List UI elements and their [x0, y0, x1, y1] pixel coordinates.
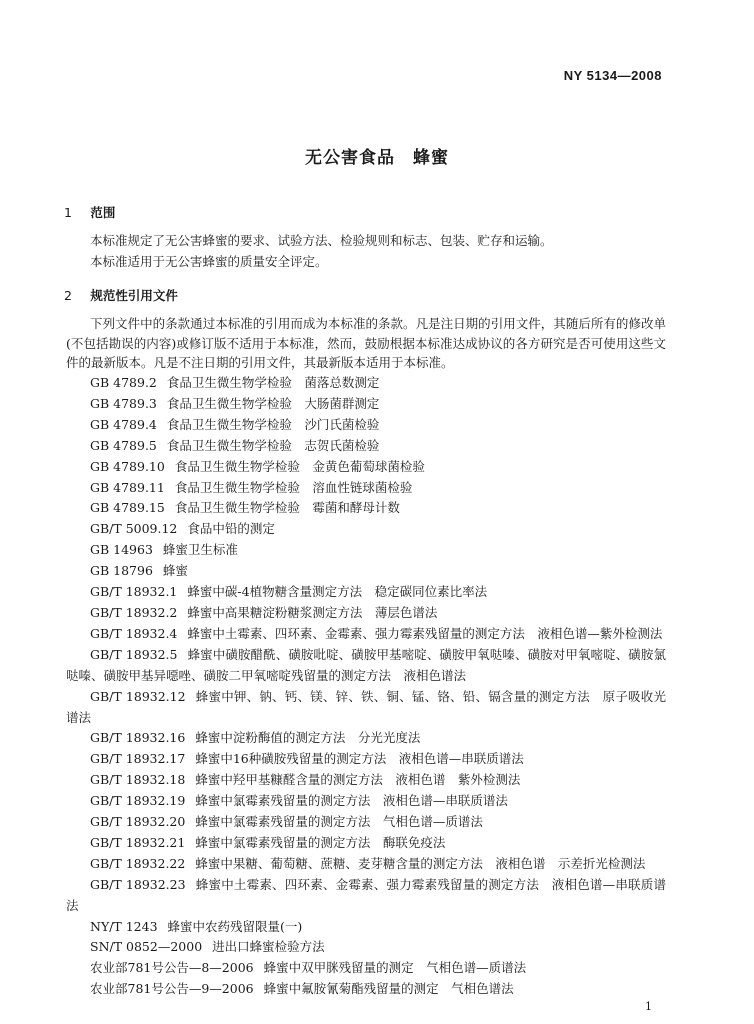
reference-item: [66, 457, 666, 478]
reference-title: 蜂蜜中磺胺醋酰、磺胺吡啶、磺胺甲基嘧啶、磺胺甲氧哒嗪、磺胺对甲氧嘧啶、磺胺氯哒嗪、磺胺甲基异噁唑、磺胺二甲氧嘧啶残留量的测定方法 液相色谱法: [66, 646, 666, 683]
reference-item: [66, 937, 666, 958]
page-number: 1: [645, 1000, 652, 1013]
reference-item: [66, 728, 666, 749]
document-title: 无公害食品 蜂蜜: [305, 148, 449, 168]
reference-item: [66, 373, 666, 394]
reference-title: 蜂蜜中钾、钠、钙、镁、锌、铁、铜、锰、铬、铅、镉含量的测定方法 原子吸收光谱法: [66, 688, 666, 725]
reference-item: [66, 791, 666, 812]
reference-code: GB 18796: [90, 563, 153, 579]
scope-paragraph-1: 本标准规定了无公害蜂蜜的要求、试验方法、检验规则和标志、包装、贮存和运输。: [90, 233, 553, 248]
reference-code: GB/T 18932.19: [90, 793, 186, 809]
section-number: 2: [64, 288, 72, 303]
reference-title: 蜂蜜中碳-4植物糖含量测定方法 稳定碳同位素比率法: [187, 584, 488, 600]
reference-code: GB/T 18932.12: [90, 688, 186, 704]
reference-item: [66, 561, 666, 582]
reference-title: 蜂蜜中果糖、葡萄糖、蔗糖、麦芽糖含量的测定方法 液相色谱 示差折光检测法: [195, 855, 646, 871]
reference-list: [66, 373, 666, 1000]
reference-code: 农业部781号公告—8—2006: [90, 960, 254, 976]
reference-title: 蜂蜜中氯霉素残留量的测定方法 液相色谱—串联质谱法: [195, 793, 508, 809]
reference-title: 蜂蜜中农药残留限量(一): [167, 918, 303, 934]
section-title: 范围: [90, 205, 116, 220]
reference-title: 食品卫生微生物学检验 溶血性链球菌检验: [174, 479, 413, 495]
reference-item: [66, 979, 666, 1000]
reference-code: GB/T 18932.16: [90, 730, 186, 746]
reference-item: [66, 478, 666, 499]
reference-code: GB 4789.5: [90, 437, 157, 453]
reference-title: 蜂蜜中土霉素、四环素、金霉素、强力霉素残留量的测定方法 液相色谱—串联质谱法: [66, 876, 666, 913]
reference-title: 食品卫生微生物学检验 沙门氏菌检验: [166, 416, 380, 432]
reference-title: 食品卫生微生物学检验 大肠菌群测定: [166, 395, 380, 411]
reference-code: 农业部781号公告—9—2006: [90, 981, 254, 997]
reference-item: [66, 498, 666, 519]
reference-item: [66, 603, 666, 624]
reference-item: [66, 582, 666, 603]
reference-item: [66, 958, 666, 979]
reference-item: [66, 833, 666, 854]
reference-item: [66, 415, 666, 436]
reference-code: GB 4789.11: [90, 479, 165, 495]
reference-code: GB/T 18932.20: [90, 814, 186, 830]
reference-title: 蜂蜜中土霉素、四环素、金霉素、强力霉素残留量的测定方法 液相色谱—紫外检测法: [187, 625, 663, 641]
reference-item: [66, 540, 666, 561]
section-heading-normative-references: [64, 286, 178, 304]
reference-code: GB 4789.4: [90, 416, 157, 432]
reference-code: GB/T 18932.21: [90, 834, 186, 850]
reference-code: GB/T 18932.4: [90, 625, 178, 641]
reference-item: [66, 917, 666, 938]
reference-code: GB/T 18932.5: [90, 646, 178, 662]
reference-title: 蜂蜜中羟甲基糠醛含量的测定方法 液相色谱 紫外检测法: [195, 772, 521, 788]
reference-item: [66, 854, 666, 875]
section-number: 1: [64, 205, 72, 220]
section-heading-scope: [64, 203, 115, 221]
reference-title: 食品卫生微生物学检验 金黄色葡萄球菌检验: [174, 458, 425, 474]
reference-code: GB/T 18932.17: [90, 751, 186, 767]
reference-code: GB 4789.10: [90, 458, 165, 474]
reference-code: SN/T 0852—2000: [90, 939, 203, 955]
standard-number: NY 5134—2008: [563, 68, 662, 83]
reference-item: [66, 394, 666, 415]
reference-title: 蜂蜜中氟胺氰菊酯残留量的测定 气相色谱法: [263, 981, 514, 997]
reference-title: 蜂蜜: [162, 563, 188, 579]
reference-title: 蜂蜜中氯霉素残留量的测定方法 气相色谱—质谱法: [195, 814, 483, 830]
scope-paragraph-2: 本标准适用于无公害蜂蜜的质量安全评定。: [90, 254, 328, 269]
reference-code: GB/T 18932.18: [90, 772, 186, 788]
reference-title: 蜂蜜中氯霉素残留量的测定方法 酶联免疫法: [195, 834, 446, 850]
reference-code: GB/T 18932.22: [90, 855, 186, 871]
references-intro-paragraph: 下列文件中的条款通过本标准的引用而成为本标准的条款。凡是注日期的引用文件，其随后所有的修改单(不包括勘误的内容)或修订版不适用于本标准，然而，鼓励根据本标准达成协议的各方研究是否可使用这些文件的最新版本。凡是不注日期的引用文件，其最新版本适用于本标准。: [66, 316, 666, 370]
reference-item: [66, 812, 666, 833]
reference-item: [66, 687, 666, 729]
reference-item: [66, 519, 666, 540]
reference-code: GB/T 18932.23: [90, 876, 186, 892]
reference-title: 进出口蜂蜜检验方法: [212, 939, 325, 955]
reference-item: [66, 749, 666, 770]
reference-title: 蜂蜜中淀粉酶值的测定方法 分光光度法: [195, 730, 421, 746]
reference-title: 食品卫生微生物学检验 志贺氏菌检验: [166, 437, 380, 453]
reference-code: GB/T 18932.1: [90, 584, 178, 600]
reference-title: 蜂蜜中高果糖淀粉糖浆测定方法 薄层色谱法: [187, 604, 438, 620]
reference-item: [66, 875, 666, 917]
reference-code: GB 4789.15: [90, 500, 165, 516]
reference-item: [66, 624, 666, 645]
section-title: 规范性引用文件: [90, 288, 178, 303]
reference-title: 蜂蜜中双甲脒残留量的测定 气相色谱—质谱法: [263, 960, 527, 976]
reference-code: GB 4789.2: [90, 375, 157, 390]
reference-title: 食品卫生微生物学检验 菌落总数测定: [166, 375, 380, 390]
reference-code: GB/T 5009.12: [90, 521, 178, 537]
reference-item: [66, 770, 666, 791]
reference-item: [66, 436, 666, 457]
reference-title: 蜂蜜中16种磺胺残留量的测定方法 液相色谱—串联质谱法: [195, 751, 524, 767]
reference-item: [66, 645, 666, 687]
reference-title: 食品卫生微生物学检验 霉菌和酵母计数: [174, 500, 400, 516]
reference-code: GB 4789.3: [90, 395, 157, 411]
reference-code: GB/T 18932.2: [90, 604, 178, 620]
reference-title: 蜂蜜卫生标准: [162, 542, 238, 558]
reference-code: GB 14963: [90, 542, 153, 558]
reference-title: 食品中铅的测定: [187, 521, 275, 537]
reference-code: NY/T 1243: [90, 918, 158, 934]
